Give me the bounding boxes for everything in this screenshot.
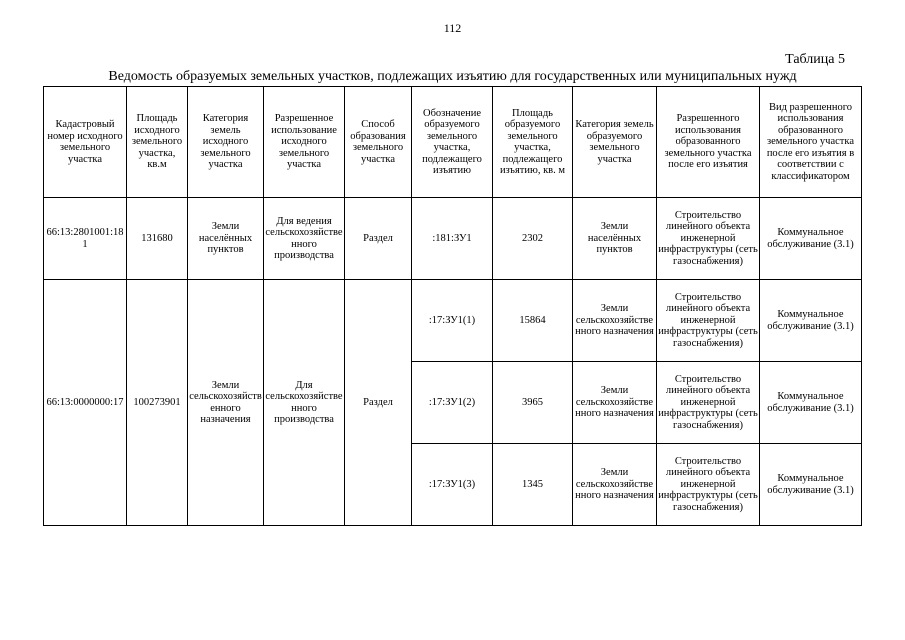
classifier-use-cell: Коммунальное обслуживание (3.1) (760, 280, 862, 362)
table-caption: Таблица 5 (785, 52, 845, 67)
formation-method-cell: Раздел (345, 198, 412, 280)
header-plot-designation: Обозначение образуемого земельного участка, подлежащего изъятию (412, 87, 493, 198)
header-plot-category: Категория земель образуемого земельного участка (573, 87, 657, 198)
header-source-area: Площадь исходного земельного участка, кв.м (127, 87, 188, 198)
plot-designation-cell: :17:ЗУ1(3) (412, 444, 493, 526)
source-area-cell: 131680 (127, 198, 188, 280)
plot-category-cell: Земли сельскохозяйственного назначения (573, 362, 657, 444)
table-header-row (44, 87, 862, 198)
plot-designation-cell: :17:ЗУ1(2) (412, 362, 493, 444)
header-plot-area: Площадь образуемого земельного участка, подлежащего изъятию, кв. м (493, 87, 573, 198)
table-row (44, 280, 862, 362)
header-cadastral-number: Кадастровый номер исходного земельного участка (44, 87, 127, 198)
source-use-cell: Для сельскохозяйственного производства (264, 280, 345, 526)
plot-area-cell: 2302 (493, 198, 573, 280)
header-source-use: Разрешенное использование исходного земельного участка (264, 87, 345, 198)
land-plots-table (43, 86, 862, 526)
table-title: Ведомость образуемых земельных участков, подлежащих изъятию для государственных или муниципальных нужд (108, 69, 797, 84)
classifier-use-cell: Коммунальное обслуживание (3.1) (760, 444, 862, 526)
source-use-cell: Для ведения сельскохозяйственного производства (264, 198, 345, 280)
use-after-cell: Строительство линейного объекта инженерной инфраструктуры (сеть газоснабжения) (657, 198, 760, 280)
table-row (44, 198, 862, 280)
plot-category-cell: Земли населённых пунктов (573, 198, 657, 280)
plot-category-cell: Земли сельскохозяйственного назначения (573, 280, 657, 362)
plot-designation-cell: :17:ЗУ1(1) (412, 280, 493, 362)
cadastral-number-cell: 66:13:2801001:181 (44, 198, 127, 280)
use-after-cell: Строительство линейного объекта инженерной инфраструктуры (сеть газоснабжения) (657, 280, 760, 362)
source-area-cell: 100273901 (127, 280, 188, 526)
classifier-use-cell: Коммунальное обслуживание (3.1) (760, 362, 862, 444)
plot-area-cell: 3965 (493, 362, 573, 444)
source-category-cell: Земли сельскохозяйственного назначения (188, 280, 264, 526)
plot-area-cell: 15864 (493, 280, 573, 362)
header-formation-method: Способ образования земельного участка (345, 87, 412, 198)
header-source-category: Категория земель исходного земельного участка (188, 87, 264, 198)
page-number: 112 (443, 21, 462, 35)
plot-area-cell: 1345 (493, 444, 573, 526)
formation-method-cell: Раздел (345, 280, 412, 526)
cadastral-number-cell: 66:13:0000000:17 (44, 280, 127, 526)
header-use-after: Разрешенного использования образованного земельного участка после его изъятия (657, 87, 760, 198)
source-category-cell: Земли населённых пунктов (188, 198, 264, 280)
plot-designation-cell: :181:ЗУ1 (412, 198, 493, 280)
use-after-cell: Строительство линейного объекта инженерной инфраструктуры (сеть газоснабжения) (657, 362, 760, 444)
plot-category-cell: Земли сельскохозяйственного назначения (573, 444, 657, 526)
use-after-cell: Строительство линейного объекта инженерной инфраструктуры (сеть газоснабжения) (657, 444, 760, 526)
header-classifier-use: Вид разрешенного использования образованного земельного участка после его изъятия в соответствии с классификатором (760, 87, 862, 198)
classifier-use-cell: Коммунальное обслуживание (3.1) (760, 198, 862, 280)
